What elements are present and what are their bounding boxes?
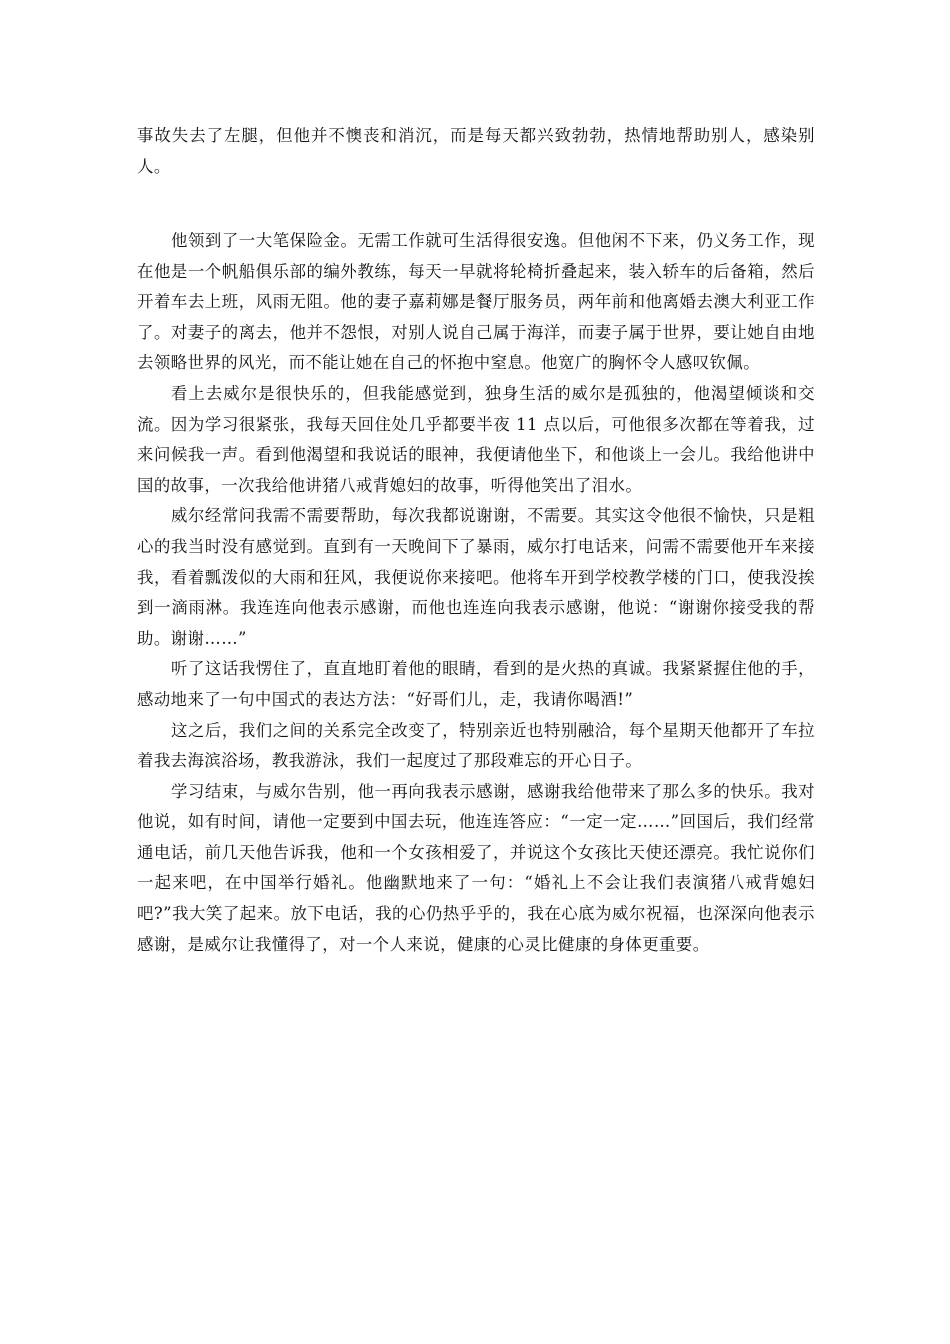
paragraph: 听了这话我愣住了，直直地盯着他的眼睛，看到的是火热的真诚。我紧紧握住他的手，感动地来了一句中国式的表达方法：“好哥们儿，走，我请你喝酒!” — [137, 659, 815, 709]
paragraph-continuation: 事故失去了左腿，但他并不懊丧和消沉，而是每天都兴致勃勃，热情地帮助别人，感染别人。 — [137, 126, 815, 176]
paragraph: 威尔经常问我需不需要帮助，每次我都说谢谢，不需要。其实这令他很不愉快，只是粗心的我当时没有感觉到。直到有一天晚间下了暴雨，威尔打电话来，问需不需要他开车来接我，看着瓢泼似的大雨和狂风，我便说你来接吧。他将车开到学校教学楼的门口，使我没挨到一滴雨淋。我连连向他表示感谢，而他也连连向我表示感谢，他说：“谢谢你接受我的帮助。谢谢……” — [137, 506, 815, 648]
paragraph: 看上去威尔是很快乐的，但我能感觉到，独身生活的威尔是孤独的，他渴望倾谈和交流。因为学习很紧张，我每天回住处几乎都要半夜 11 点以后，可他很多次都在等着我，过来问候我一声。看到他渴望和我说话的眼神，我便请他坐下，和他谈上一会儿。我给他讲中国的故事，一次我给他讲猪八戒背媳妇的故事，听得他笑出了泪水。 — [137, 383, 815, 495]
paragraph: 他领到了一大笔保险金。无需工作就可生活得很安逸。但他闲不下来，仍义务工作，现在他是一个帆船俱乐部的编外教练，每天一早就将轮椅折叠起来，装入轿车的后备箱，然后开着车去上班，风雨无阻。他的妻子嘉莉娜是餐厅服务员，两年前和他离婚去澳大利亚工作了。对妻子的离去，他并不怨恨，对别人说自己属于海洋，而妻子属于世界，要让她自由地去领略世界的风光，而不能让她在自己的怀抱中窒息。他宽广的胸怀令人感叹钦佩。 — [137, 231, 815, 373]
paragraph: 这之后，我们之间的关系完全改变了，特别亲近也特别融洽，每个星期天他都开了车拉着我去海滨浴场，教我游泳，我们一起度过了那段难忘的开心日子。 — [137, 720, 815, 771]
paragraph-group — [137, 226, 815, 960]
paragraph: 学习结束，与威尔告别，他一再向我表示感谢，感谢我给他带来了那么多的快乐。我对他说，如有时间，请他一定要到中国去玩，他连连答应：“一定一定……”回国后，我们经常通电话，前几天他告诉我，他和一个女孩相爱了，并说这个女孩比天使还漂亮。我忙说你们一起来吧，在中国举行婚礼。他幽默地来了一句：“婚礼上不会让我们表演猪八戒背媳妇吧?”我大笑了起来。放下电话，我的心仍热乎乎的，我在心底为威尔祝福，也深深向他表示感谢，是威尔让我懂得了，对一个人来说，健康的心灵比健康的身体更重要。 — [137, 781, 815, 954]
